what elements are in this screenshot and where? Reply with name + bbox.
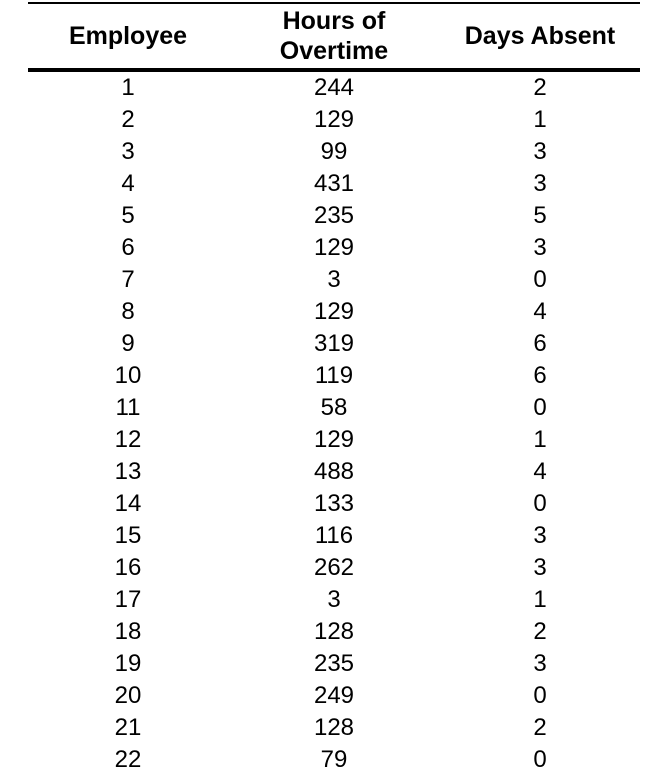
cell-employee: 7: [121, 266, 135, 293]
cell-employee: 22: [114, 746, 142, 773]
table-body: [28, 72, 640, 776]
cell-days-absent: 3: [533, 170, 547, 197]
cell-employee: 12: [114, 426, 142, 453]
header-overtime-line1: Hours of: [282, 7, 386, 35]
table-row: [28, 680, 640, 712]
cell-days-absent: 4: [533, 298, 547, 325]
cell-days-absent: 0: [533, 394, 547, 421]
cell-employee: 9: [121, 330, 135, 357]
cell-employee: 10: [114, 362, 142, 389]
cell-days-absent: 6: [533, 362, 547, 389]
cell-days-absent: 2: [533, 714, 547, 741]
cell-days-absent: 4: [533, 458, 547, 485]
cell-days-absent: 0: [533, 266, 547, 293]
cell-days-absent: 6: [533, 330, 547, 357]
cell-employee: 20: [114, 682, 142, 709]
cell-hours-overtime: 3: [327, 586, 341, 613]
cell-employee: 1: [121, 74, 135, 101]
cell-days-absent: 0: [533, 682, 547, 709]
cell-employee: 3: [121, 138, 135, 165]
cell-employee: 16: [114, 554, 142, 581]
cell-hours-overtime: 99: [320, 138, 348, 165]
cell-hours-overtime: 249: [313, 682, 355, 709]
header-hours-of-overtime: [228, 4, 440, 68]
table-row: [28, 232, 640, 264]
cell-employee: 15: [114, 522, 142, 549]
cell-employee: 4: [121, 170, 135, 197]
cell-days-absent: 1: [533, 426, 547, 453]
cell-days-absent: 1: [533, 586, 547, 613]
cell-days-absent: 3: [533, 138, 547, 165]
cell-days-absent: 5: [533, 202, 547, 229]
cell-hours-overtime: 119: [314, 362, 354, 389]
cell-hours-overtime: 244: [313, 74, 355, 101]
table-row: [28, 616, 640, 648]
table-row: [28, 712, 640, 744]
table-row: [28, 520, 640, 552]
cell-hours-overtime: 128: [313, 714, 355, 741]
table-row: [28, 744, 640, 776]
cell-employee: 11: [115, 394, 141, 421]
table-row: [28, 168, 640, 200]
table-row: [28, 328, 640, 360]
cell-hours-overtime: 129: [313, 298, 355, 325]
cell-days-absent: 2: [533, 618, 547, 645]
cell-days-absent: 3: [533, 522, 547, 549]
cell-employee: 14: [114, 490, 142, 517]
table-row: [28, 136, 640, 168]
table-row: [28, 200, 640, 232]
table-row: [28, 584, 640, 616]
table-row: [28, 456, 640, 488]
cell-employee: 17: [114, 586, 142, 613]
table-row: [28, 392, 640, 424]
cell-hours-overtime: 116: [314, 522, 354, 549]
table-row: [28, 104, 640, 136]
cell-days-absent: 2: [533, 74, 547, 101]
cell-hours-overtime: 235: [313, 650, 355, 677]
cell-hours-overtime: 488: [313, 458, 355, 485]
cell-hours-overtime: 128: [313, 618, 355, 645]
table-row: [28, 296, 640, 328]
cell-hours-overtime: 58: [320, 394, 348, 421]
cell-employee: 13: [114, 458, 142, 485]
header-overtime-line2: Overtime: [279, 37, 389, 65]
cell-days-absent: 1: [533, 106, 547, 133]
cell-employee: 19: [114, 650, 142, 677]
cell-hours-overtime: 129: [313, 106, 355, 133]
table-row: [28, 264, 640, 296]
cell-days-absent: 0: [533, 746, 547, 773]
cell-days-absent: 3: [533, 234, 547, 261]
cell-employee: 21: [114, 714, 142, 741]
header-days-absent: Days Absent: [464, 22, 616, 50]
table-row: [28, 488, 640, 520]
table-header: [28, 4, 640, 68]
cell-employee: 8: [121, 298, 135, 325]
cell-days-absent: 3: [533, 554, 547, 581]
cell-hours-overtime: 79: [320, 746, 348, 773]
cell-employee: 5: [121, 202, 135, 229]
table-row: [28, 72, 640, 104]
cell-hours-overtime: 133: [313, 490, 355, 517]
cell-hours-overtime: 129: [313, 426, 355, 453]
cell-hours-overtime: 129: [313, 234, 355, 261]
table-row: [28, 360, 640, 392]
cell-hours-overtime: 235: [313, 202, 355, 229]
cell-days-absent: 0: [533, 490, 547, 517]
table-row: [28, 648, 640, 680]
cell-hours-overtime: 431: [313, 170, 355, 197]
cell-employee: 6: [121, 234, 135, 261]
cell-hours-overtime: 262: [313, 554, 355, 581]
cell-days-absent: 3: [533, 650, 547, 677]
table-row: [28, 424, 640, 456]
cell-employee: 2: [121, 106, 135, 133]
cell-employee: 18: [114, 618, 142, 645]
table-row: [28, 552, 640, 584]
header-employee: Employee: [68, 22, 188, 50]
cell-hours-overtime: 319: [313, 330, 355, 357]
cell-hours-overtime: 3: [327, 266, 341, 293]
